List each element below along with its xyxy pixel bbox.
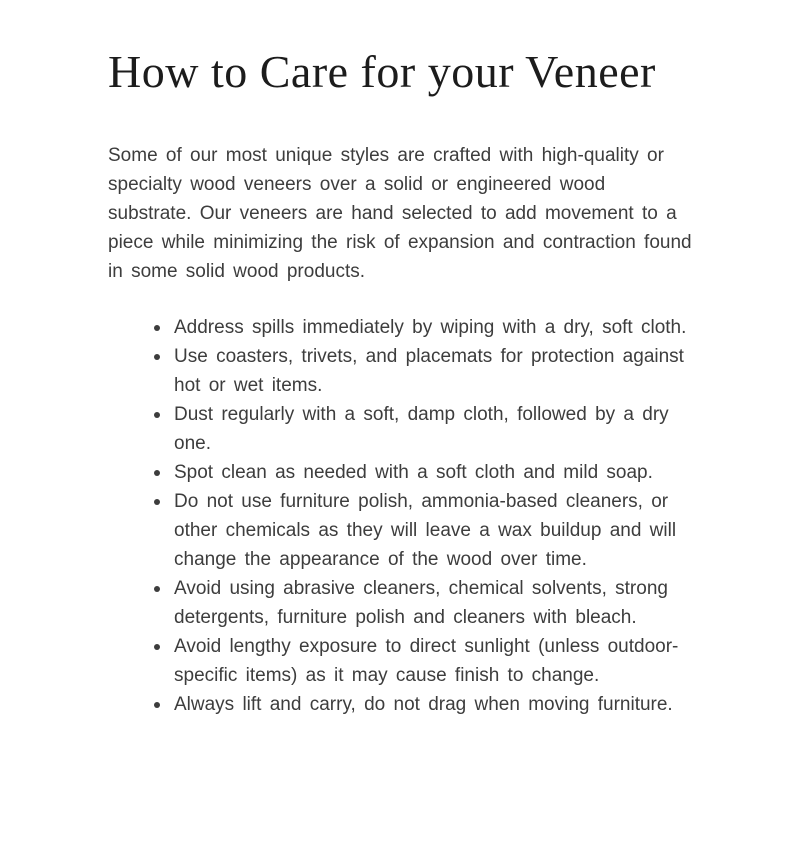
- list-item: [154, 400, 692, 458]
- bullet-icon: [154, 702, 160, 708]
- page-title: How to Care for your Veneer: [108, 46, 656, 97]
- intro-paragraph: Some of our most unique styles are crafted with high-quality or specialty wood veneers over a solid or engineered wood substrate. Our veneers are hand selected to add movement to a piece while minimizing the risk of expansion and contraction found in some solid wood products.: [108, 145, 692, 282]
- list-item: [154, 487, 692, 574]
- list-item-text: Dust regularly with a soft, damp cloth, followed by a dry one.: [174, 404, 669, 454]
- list-item-text: Avoid lengthy exposure to direct sunlight (unless outdoor-specific items) as it may cause finish to change.: [174, 636, 679, 686]
- list-item: [154, 313, 692, 342]
- list-item: [154, 690, 692, 719]
- list-item: [154, 342, 692, 400]
- care-list: [108, 313, 692, 719]
- list-item-text: Avoid using abrasive cleaners, chemical solvents, strong detergents, furniture polish and cleaners with bleach.: [174, 578, 668, 628]
- list-item: [154, 458, 692, 487]
- bullet-icon: [154, 354, 160, 360]
- bullet-icon: [154, 644, 160, 650]
- bullet-icon: [154, 325, 160, 331]
- bullet-icon: [154, 586, 160, 592]
- bullet-icon: [154, 499, 160, 505]
- care-article: [108, 45, 692, 719]
- list-item-text: Address spills immediately by wiping with a dry, soft cloth.: [174, 317, 687, 338]
- list-item-text: Use coasters, trivets, and placemats for protection against hot or wet items.: [174, 346, 684, 396]
- bullet-icon: [154, 412, 160, 418]
- list-item-text: Do not use furniture polish, ammonia-based cleaners, or other chemicals as they will leave a wax buildup and will change the appearance of the wood over time.: [174, 491, 677, 570]
- list-item: [154, 574, 692, 632]
- list-item: [154, 632, 692, 690]
- list-item-text: Spot clean as needed with a soft cloth and mild soap.: [174, 462, 653, 483]
- list-item-text: Always lift and carry, do not drag when moving furniture.: [174, 694, 673, 715]
- bullet-icon: [154, 470, 160, 476]
